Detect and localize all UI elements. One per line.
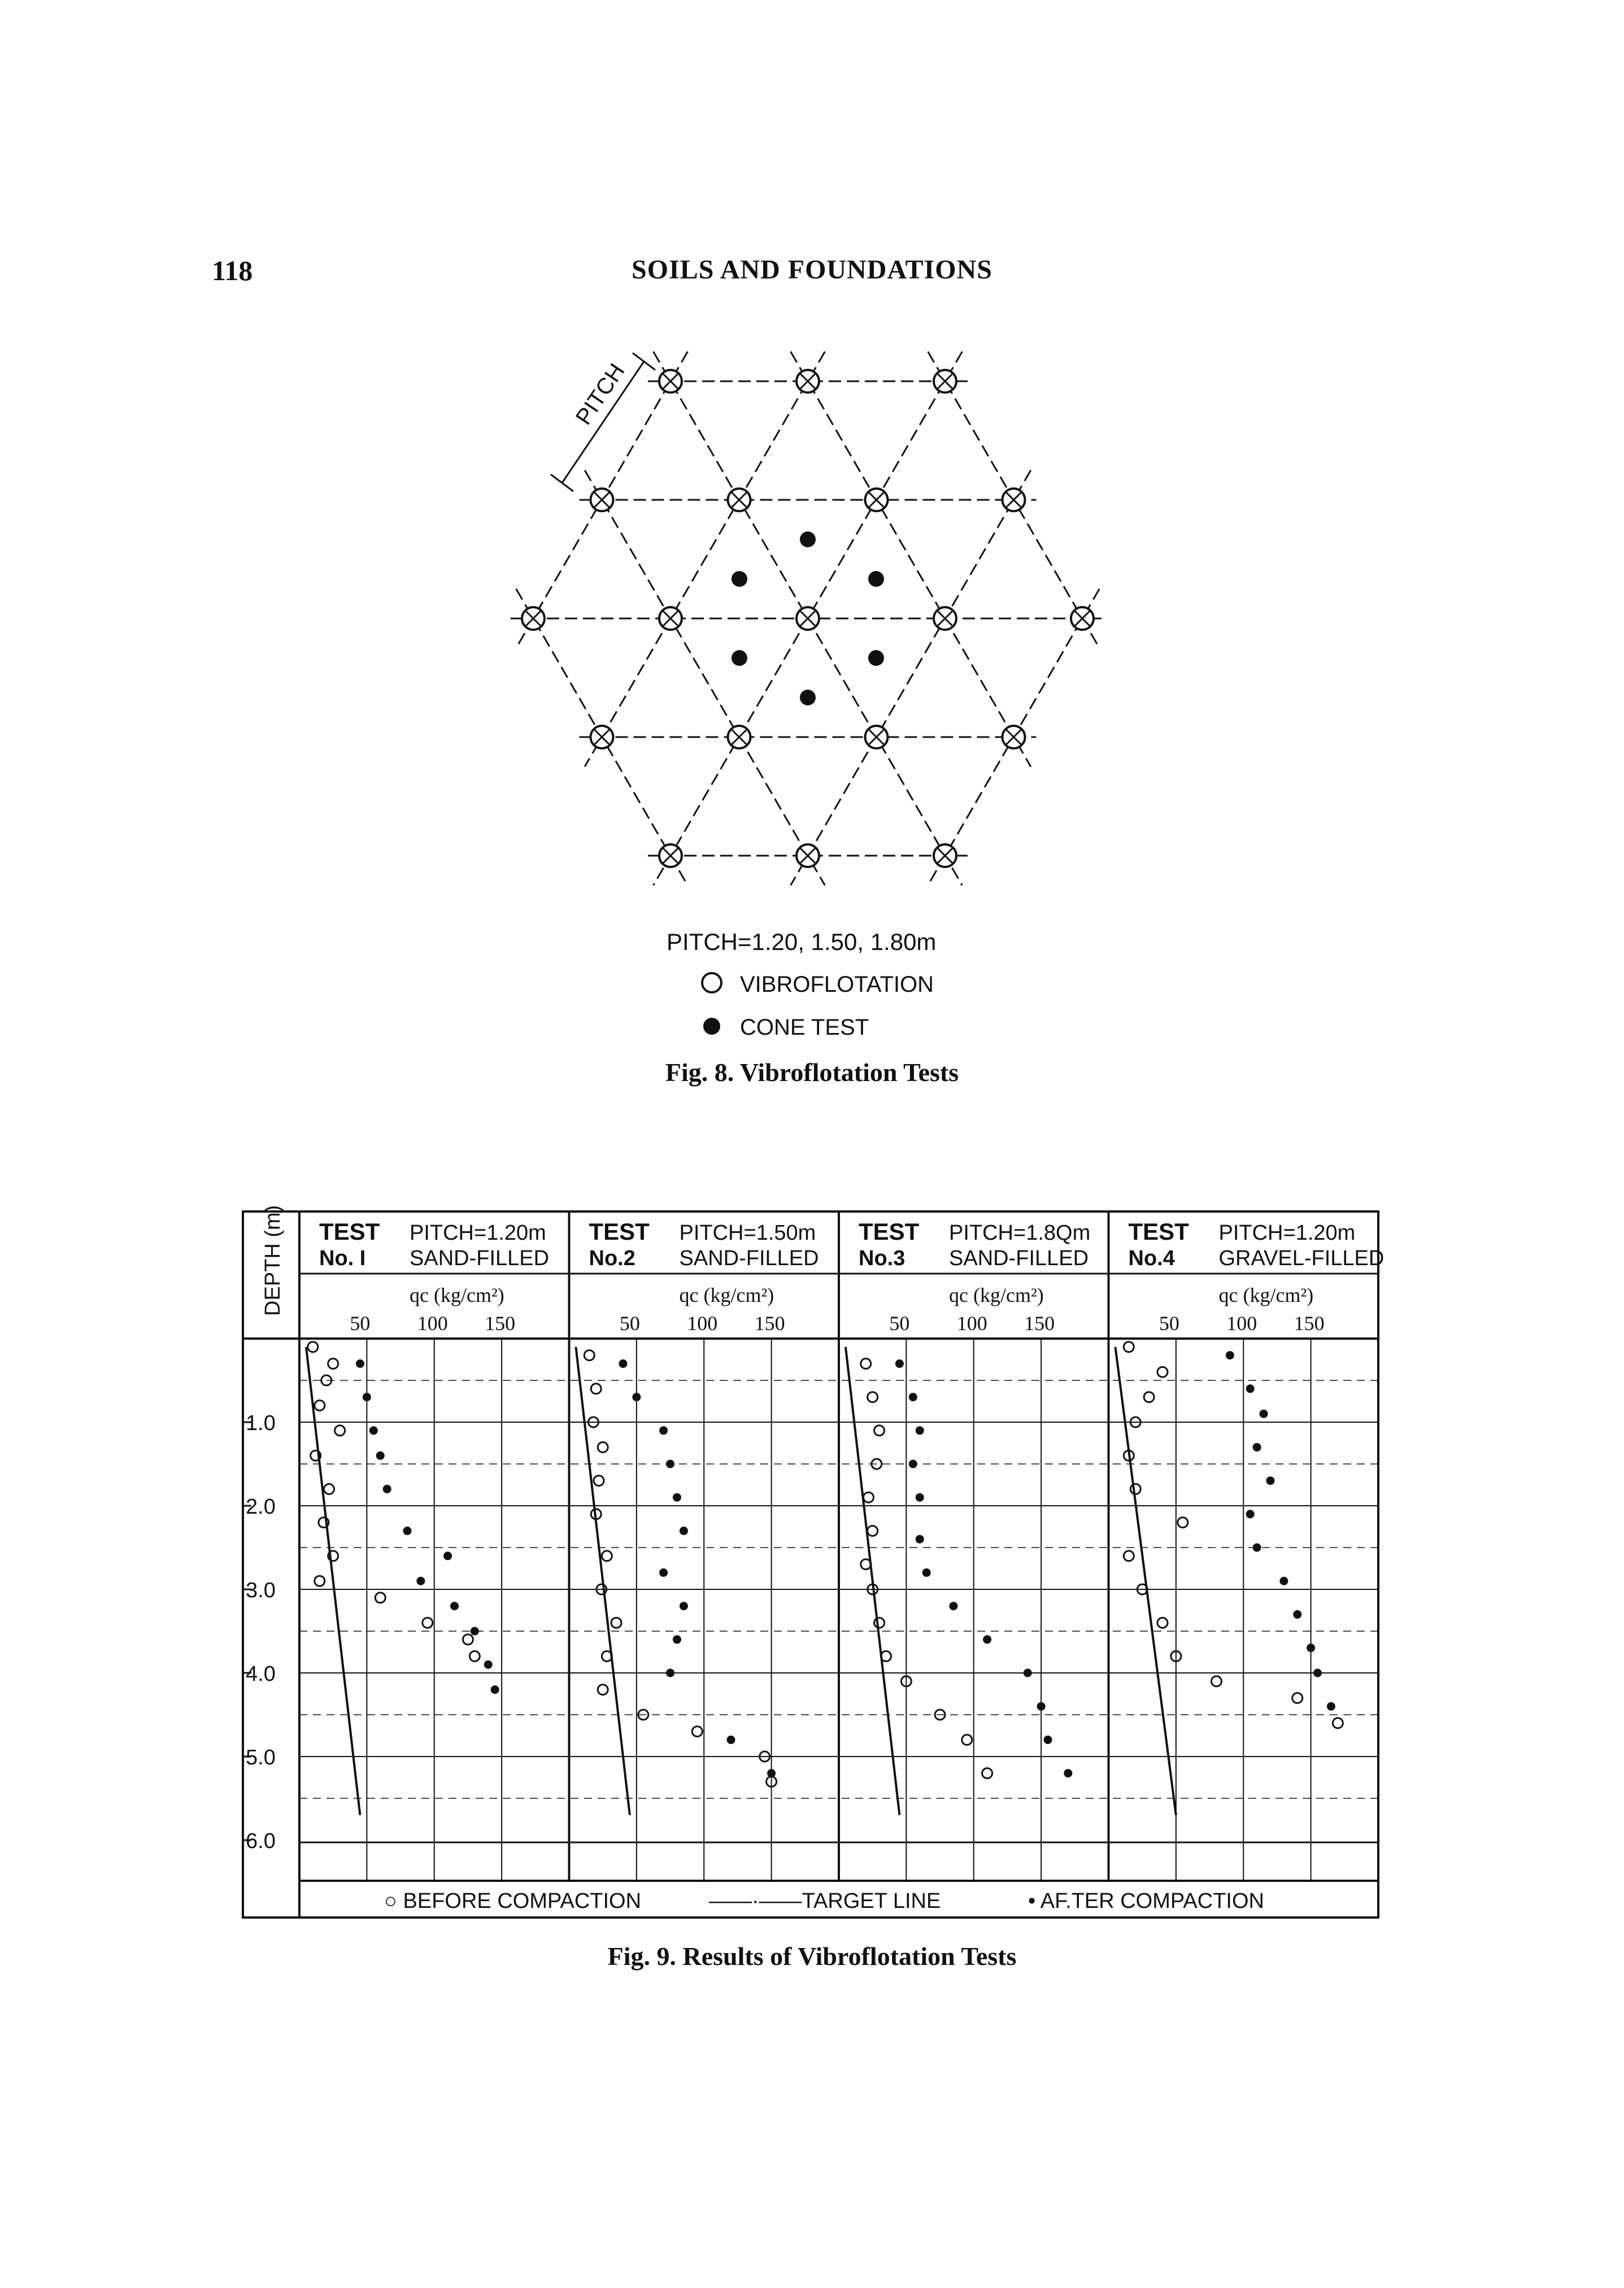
after-compaction-point xyxy=(923,1569,930,1576)
after-compaction-point xyxy=(377,1452,384,1459)
target-line xyxy=(846,1347,900,1815)
after-compaction-point xyxy=(1038,1703,1044,1710)
after-compaction-point xyxy=(485,1661,491,1668)
before-compaction-point xyxy=(1130,1484,1140,1494)
after-compaction-point xyxy=(417,1577,424,1584)
fig9-data-points xyxy=(306,1342,1343,1815)
after-compaction-point xyxy=(1314,1670,1321,1676)
before-compaction-point xyxy=(315,1400,325,1410)
panel-fill: SAND-FILLED xyxy=(949,1247,1089,1270)
running-head: SOILS AND FOUNDATIONS xyxy=(632,255,992,285)
after-compaction-point xyxy=(680,1527,687,1534)
before-compaction-point xyxy=(1144,1392,1154,1402)
depth-tick-label: 3.0 xyxy=(246,1579,276,1602)
panel-qc-tick: 50 xyxy=(889,1312,910,1335)
after-compaction-point xyxy=(1253,1544,1260,1551)
depth-tick-label: 2.0 xyxy=(246,1495,276,1519)
after-compaction-point xyxy=(356,1360,363,1367)
before-compaction-point xyxy=(874,1618,885,1628)
depth-tick-label: 1.0 xyxy=(246,1411,276,1435)
panel-qc-label: qc (kg/cm²) xyxy=(949,1284,1044,1306)
panel-qc-tick: 100 xyxy=(687,1312,718,1335)
panel-test-number: No.4 xyxy=(1128,1247,1175,1270)
panel-qc-tick: 100 xyxy=(1226,1312,1257,1335)
after-compaction-point xyxy=(404,1527,411,1534)
panel-fill: SAND-FILLED xyxy=(679,1247,819,1270)
after-compaction-point xyxy=(1281,1577,1287,1584)
after-compaction-point xyxy=(370,1427,377,1434)
before-compaction-point xyxy=(335,1426,345,1436)
before-compaction-point xyxy=(861,1358,871,1369)
before-compaction-point xyxy=(864,1492,874,1502)
depth-tick-label: 5.0 xyxy=(246,1746,276,1770)
fig9-caption: Fig. 9. Results of Vibroflotation Tests xyxy=(607,1942,1017,1971)
before-compaction-point xyxy=(868,1526,878,1536)
before-compaction-point xyxy=(584,1350,594,1361)
after-compaction-point xyxy=(667,1461,674,1467)
before-compaction-point xyxy=(1178,1518,1188,1528)
panel-qc-label: qc (kg/cm²) xyxy=(1218,1284,1314,1306)
panel-test-label: TEST xyxy=(319,1218,380,1245)
after-compaction-point xyxy=(491,1686,498,1693)
legend-vibroflotation: VIBROFLOTATION xyxy=(740,972,934,997)
panel-test-number: No.2 xyxy=(589,1247,635,1270)
before-compaction-point xyxy=(1124,1342,1134,1352)
after-compaction-point xyxy=(660,1569,667,1576)
before-compaction-point xyxy=(1157,1367,1168,1377)
before-compaction-point xyxy=(598,1442,608,1452)
before-compaction-point xyxy=(1124,1551,1134,1561)
before-compaction-point xyxy=(375,1593,385,1603)
after-compaction-point xyxy=(1294,1611,1301,1618)
after-compaction-point xyxy=(1308,1645,1314,1651)
after-compaction-point xyxy=(451,1603,458,1610)
depth-tick-label: 6.0 xyxy=(246,1829,276,1853)
before-compaction-point xyxy=(591,1384,601,1394)
after-compaction-point xyxy=(620,1360,626,1367)
target-line xyxy=(1115,1347,1175,1815)
after-compaction-point xyxy=(1044,1736,1051,1743)
after-compaction-point xyxy=(768,1770,775,1777)
target-line xyxy=(576,1347,630,1815)
after-compaction-point xyxy=(909,1461,916,1467)
before-compaction-point xyxy=(868,1392,878,1402)
before-compaction-point xyxy=(328,1358,338,1369)
before-compaction-point xyxy=(1333,1718,1343,1728)
after-compaction-point xyxy=(1260,1410,1267,1417)
after-compaction-point xyxy=(916,1427,923,1434)
after-compaction-point xyxy=(680,1603,687,1610)
panel-test-label: TEST xyxy=(589,1218,650,1245)
panel-qc-tick: 100 xyxy=(417,1312,448,1335)
panel-pitch: PITCH=1.8Qm xyxy=(949,1221,1091,1245)
panel-test-number: No.3 xyxy=(859,1247,905,1270)
legend-before-compaction: ○ BEFORE COMPACTION xyxy=(384,1889,642,1913)
before-compaction-point xyxy=(874,1426,885,1436)
after-compaction-point xyxy=(1247,1385,1253,1392)
panel-qc-tick: 150 xyxy=(754,1312,785,1335)
before-compaction-point xyxy=(315,1576,325,1586)
after-compaction-point xyxy=(950,1603,957,1610)
depth-tick-label: 4.0 xyxy=(246,1662,276,1686)
before-compaction-point xyxy=(1212,1676,1222,1686)
before-compaction-point xyxy=(1157,1618,1168,1628)
depth-axis-label: DEPTH (m) xyxy=(261,1205,285,1316)
before-compaction-point xyxy=(962,1734,972,1745)
after-compaction-point xyxy=(674,1494,681,1501)
panel-pitch: PITCH=1.50m xyxy=(679,1221,816,1245)
after-compaction-point xyxy=(660,1427,667,1434)
page-number: 118 xyxy=(212,255,253,286)
panel-test-number: No. I xyxy=(319,1247,366,1270)
after-compaction-point xyxy=(633,1394,640,1401)
legend-after-compaction: • AF.TER COMPACTION xyxy=(1028,1889,1264,1913)
fig9-grid-lines xyxy=(243,1211,1378,1881)
fig9-panel-headers xyxy=(319,1218,1384,1335)
fig9-frame xyxy=(243,1211,1378,1917)
depth-tick-labels xyxy=(246,1411,276,1853)
before-compaction-point xyxy=(324,1484,334,1494)
panel-test-label: TEST xyxy=(859,1218,920,1245)
before-compaction-point xyxy=(982,1768,992,1779)
after-compaction-point xyxy=(1226,1352,1233,1359)
after-compaction-point xyxy=(1247,1511,1253,1518)
panel-pitch: PITCH=1.20m xyxy=(1218,1221,1356,1245)
after-compaction-point xyxy=(1253,1444,1260,1450)
after-compaction-point xyxy=(896,1360,903,1367)
before-compaction-point xyxy=(463,1635,473,1645)
before-compaction-point xyxy=(469,1651,480,1661)
before-compaction-point xyxy=(598,1685,608,1695)
panel-fill: SAND-FILLED xyxy=(410,1247,550,1270)
before-compaction-point xyxy=(308,1342,318,1352)
pitch-label: PITCH xyxy=(571,359,630,430)
after-compaction-point xyxy=(471,1628,478,1635)
before-compaction-point xyxy=(602,1551,612,1561)
fig8-caption: Fig. 8. Vibroflotation Tests xyxy=(665,1058,959,1087)
pitch-values: PITCH=1.20, 1.50, 1.80m xyxy=(667,929,937,955)
before-compaction-point xyxy=(611,1618,621,1628)
panel-qc-tick: 100 xyxy=(956,1312,987,1335)
after-compaction-point xyxy=(984,1636,991,1643)
panel-qc-tick: 50 xyxy=(1159,1312,1179,1335)
after-compaction-point xyxy=(909,1394,916,1401)
after-compaction-point xyxy=(728,1736,734,1743)
after-compaction-point xyxy=(363,1394,370,1401)
before-compaction-point xyxy=(692,1727,702,1737)
panel-qc-tick: 150 xyxy=(485,1312,516,1335)
before-compaction-point xyxy=(594,1476,604,1486)
after-compaction-point xyxy=(1065,1770,1072,1777)
before-compaction-point xyxy=(423,1618,433,1628)
panel-qc-tick: 50 xyxy=(619,1312,640,1335)
after-compaction-point xyxy=(916,1494,923,1501)
after-compaction-point xyxy=(445,1553,451,1559)
after-compaction-point xyxy=(1024,1670,1031,1676)
after-compaction-point xyxy=(674,1636,681,1643)
panel-qc-label: qc (kg/cm²) xyxy=(410,1284,504,1306)
panel-qc-label: qc (kg/cm²) xyxy=(679,1284,774,1306)
after-compaction-point xyxy=(1327,1703,1334,1710)
panel-qc-tick: 150 xyxy=(1294,1312,1325,1335)
before-compaction-point xyxy=(1292,1693,1303,1703)
panel-qc-tick: 50 xyxy=(350,1312,371,1335)
panel-qc-tick: 150 xyxy=(1024,1312,1055,1335)
panel-test-label: TEST xyxy=(1128,1218,1189,1245)
legend-cone-test: CONE TEST xyxy=(740,1015,869,1040)
after-compaction-point xyxy=(384,1485,390,1492)
after-compaction-point xyxy=(667,1670,674,1676)
after-compaction-point xyxy=(916,1536,923,1542)
legend-target-line: ——·——TARGET LINE xyxy=(709,1889,941,1913)
panel-pitch: PITCH=1.20m xyxy=(410,1221,546,1245)
after-compaction-point xyxy=(1267,1478,1274,1484)
panel-fill: GRAVEL-FILLED xyxy=(1218,1247,1384,1270)
